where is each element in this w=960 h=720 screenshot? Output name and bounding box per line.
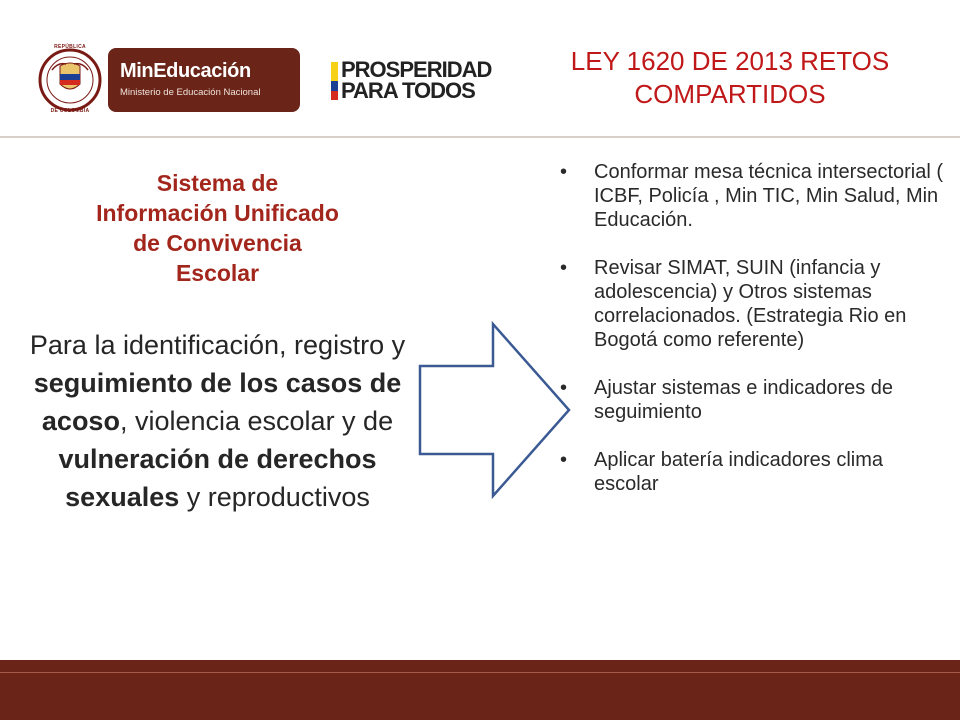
bullet-text: Conformar mesa técnica intersectorial ( ICBF, Policía , Min TIC, Min Salud, Min Educación. xyxy=(594,161,944,231)
body-text-part2: , violencia escolar y de xyxy=(119,406,394,436)
body-text-part1: Para la identificación, registro y xyxy=(29,330,406,360)
prosperidad-logo-line1: PROSPERIDAD xyxy=(341,57,492,82)
body-text-part3: y reproductivos xyxy=(179,482,370,512)
bullet-dot: • xyxy=(560,449,568,471)
bullet-list xyxy=(560,160,945,520)
bullet-item xyxy=(560,376,945,424)
bullet-text: Aplicar batería indicadores clima escolar xyxy=(594,449,884,495)
seal-top-text: REPÚBLICA xyxy=(54,44,86,50)
mineducacion-logo-subtitle: Ministerio de Educación Nacional xyxy=(120,87,261,98)
footer-bar xyxy=(0,660,960,720)
left-heading-line3: de Convivencia xyxy=(133,230,302,256)
bullet-item xyxy=(560,160,945,232)
body-bold-part1: seguimiento de los casos de acoso xyxy=(33,368,402,436)
left-heading-line4: Escolar xyxy=(175,260,260,286)
bullet-text: Revisar SIMAT, SUIN (infancia y adolescencia) y Otros sistemas correlacionados. (Estrategia Rio en Bogotá como referente) xyxy=(594,257,907,351)
left-body-text xyxy=(20,326,415,516)
bullet-dot: • xyxy=(560,257,568,279)
coat-of-arms-icon xyxy=(38,48,102,112)
slide-title xyxy=(520,45,940,111)
bullet-dot: • xyxy=(560,377,568,399)
body-bold-part2: vulneración de derechos sexuales xyxy=(58,444,377,512)
header-divider xyxy=(0,136,960,138)
prosperidad-logo-line2: PARA TODOS xyxy=(341,78,475,103)
left-heading-line1: Sistema de xyxy=(156,170,279,196)
right-arrow-icon xyxy=(415,320,575,500)
bullet-text: Ajustar sistemas e indicadores de seguimiento xyxy=(594,377,894,423)
slide-title-line2: COMPARTIDOS xyxy=(634,79,826,109)
slide-title-line1: LEY 1620 DE 2013 RETOS xyxy=(570,46,890,76)
seal-bottom-text: DE COLOMBIA xyxy=(50,108,90,114)
flag-stripes-icon xyxy=(331,62,338,100)
bullet-item xyxy=(560,448,945,496)
left-heading xyxy=(20,168,415,288)
bullet-item xyxy=(560,256,945,352)
footer-divider xyxy=(0,672,960,673)
left-heading-line2: Información Unificado xyxy=(96,200,339,226)
bullet-dot: • xyxy=(560,161,568,183)
mineducacion-logo-title: MinEducación xyxy=(120,60,251,82)
